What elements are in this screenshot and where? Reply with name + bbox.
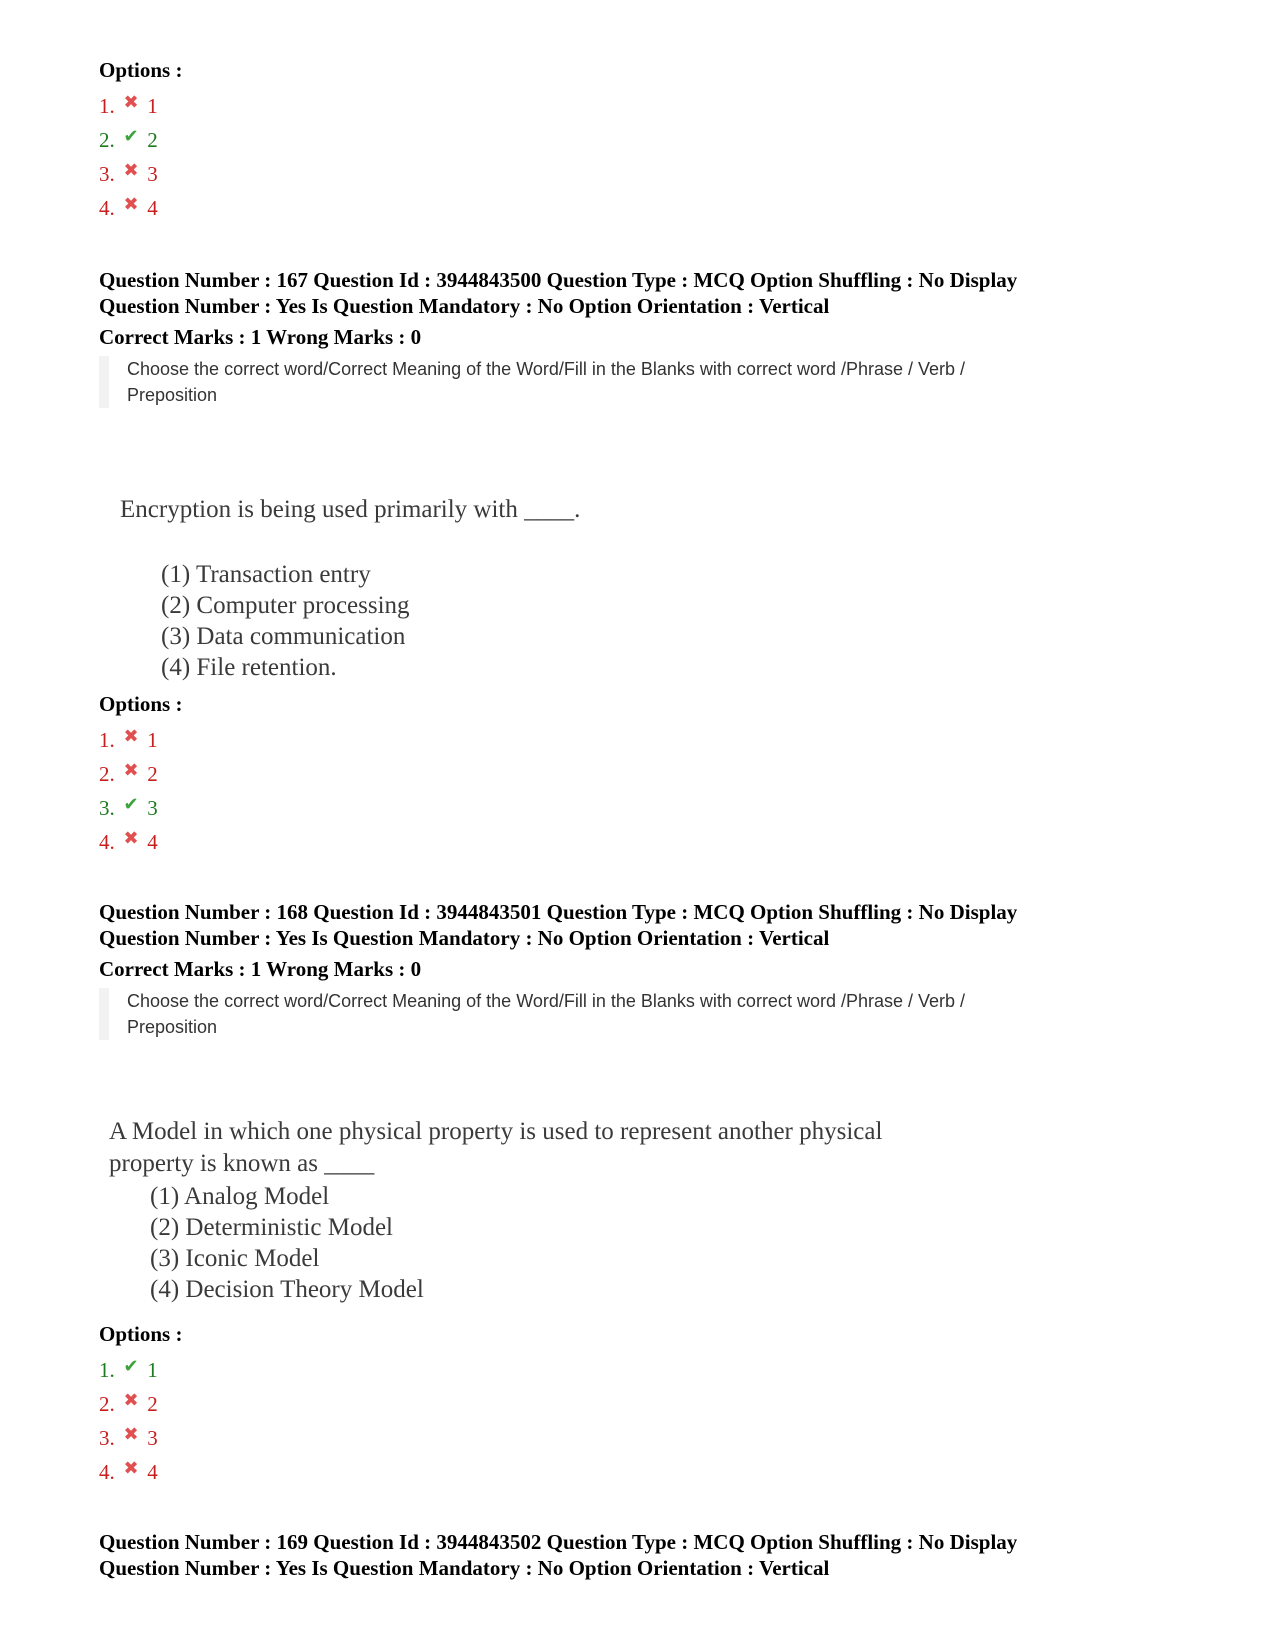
option-value: 4 [147, 196, 158, 220]
option-number: 1. [99, 728, 115, 752]
cross-icon: ✖ [123, 194, 139, 214]
option-row [99, 195, 158, 221]
question-instruction [127, 356, 1087, 408]
option-value: 3 [147, 1426, 158, 1450]
option-value: 4 [147, 1460, 158, 1484]
option-row [99, 93, 158, 119]
option-value: 1 [147, 728, 158, 752]
question-text-line2: property is known as ____ [109, 1150, 375, 1177]
option-number: 3. [99, 1426, 115, 1450]
option-number: 3. [99, 162, 115, 186]
option-value: 3 [147, 162, 158, 186]
instruction-line: Preposition [127, 1017, 218, 1037]
option-row [99, 127, 158, 153]
options-label: Options : [99, 1322, 183, 1346]
question-header-line1: Question Number : 169 Question Id : 3944843502 Question Type : MCQ Option Shuffling : No Display [99, 1530, 1018, 1554]
option-number: 4. [99, 830, 115, 854]
question-choices [161, 559, 410, 683]
question-header-line2: Question Number : Yes Is Question Mandatory : No Option Orientation : Vertical [99, 926, 830, 950]
cross-icon: ✖ [123, 1458, 139, 1478]
choice-item: (2) Computer processing [161, 592, 410, 619]
option-row [99, 1425, 158, 1451]
option-number: 2. [99, 128, 115, 152]
option-row [99, 1459, 158, 1485]
option-value: 2 [147, 128, 158, 152]
question-text: Encryption is being used primarily with ____. [120, 496, 581, 523]
option-number: 3. [99, 796, 115, 820]
option-number: 4. [99, 1460, 115, 1484]
option-row [99, 161, 158, 187]
question-header-line1: Question Number : 168 Question Id : 3944843501 Question Type : MCQ Option Shuffling : No Display [99, 900, 1018, 924]
option-value: 4 [147, 830, 158, 854]
option-number: 1. [99, 1358, 115, 1382]
question-header-line1: Question Number : 167 Question Id : 3944843500 Question Type : MCQ Option Shuffling : No Display [99, 268, 1018, 292]
choice-item: (2) Deterministic Model [150, 1214, 393, 1241]
option-row [99, 795, 158, 821]
instruction-line: Choose the correct word/Correct Meaning of the Word/Fill in the Blanks with correct word /Phrase / Verb / [127, 991, 966, 1011]
cross-icon: ✖ [123, 1390, 139, 1410]
choice-item: (4) Decision Theory Model [150, 1276, 424, 1303]
option-value: 1 [147, 94, 158, 118]
choice-item: (1) Analog Model [150, 1183, 330, 1210]
option-number: 4. [99, 196, 115, 220]
choice-item: (3) Data communication [161, 623, 406, 650]
cross-icon: ✖ [123, 92, 139, 112]
option-number: 2. [99, 762, 115, 786]
question-marks: Correct Marks : 1 Wrong Marks : 0 [99, 957, 422, 981]
cross-icon: ✖ [123, 160, 139, 180]
question-text-line1: A Model in which one physical property is used to represent another physical [109, 1118, 883, 1145]
option-value: 2 [147, 762, 158, 786]
option-value: 3 [147, 796, 158, 820]
options-label: Options : [99, 692, 183, 716]
question-choices [150, 1181, 424, 1305]
option-number: 2. [99, 1392, 115, 1416]
cross-icon: ✖ [123, 760, 139, 780]
cross-icon: ✖ [123, 726, 139, 746]
cross-icon: ✖ [123, 1424, 139, 1444]
option-row [99, 727, 158, 753]
option-row [99, 1357, 158, 1383]
check-icon: ✔ [123, 794, 139, 814]
instruction-shade [99, 356, 109, 408]
cross-icon: ✖ [123, 828, 139, 848]
option-row [99, 1391, 158, 1417]
choice-item: (1) Transaction entry [161, 561, 371, 588]
instruction-line: Preposition [127, 385, 218, 405]
option-row [99, 761, 158, 787]
option-number: 1. [99, 94, 115, 118]
choice-item: (3) Iconic Model [150, 1245, 320, 1272]
instruction-shade [99, 988, 109, 1040]
options-label: Options : [99, 58, 183, 82]
question-header-line2: Question Number : Yes Is Question Mandatory : No Option Orientation : Vertical [99, 294, 830, 318]
option-value: 2 [147, 1392, 158, 1416]
question-instruction [127, 988, 1087, 1040]
check-icon: ✔ [123, 1356, 139, 1376]
check-icon: ✔ [123, 126, 139, 146]
option-row [99, 829, 158, 855]
option-value: 1 [147, 1358, 158, 1382]
choice-item: (4) File retention. [161, 654, 337, 681]
question-marks: Correct Marks : 1 Wrong Marks : 0 [99, 325, 422, 349]
instruction-line: Choose the correct word/Correct Meaning of the Word/Fill in the Blanks with correct word /Phrase / Verb / [127, 359, 966, 379]
question-header-line2: Question Number : Yes Is Question Mandatory : No Option Orientation : Vertical [99, 1556, 830, 1580]
